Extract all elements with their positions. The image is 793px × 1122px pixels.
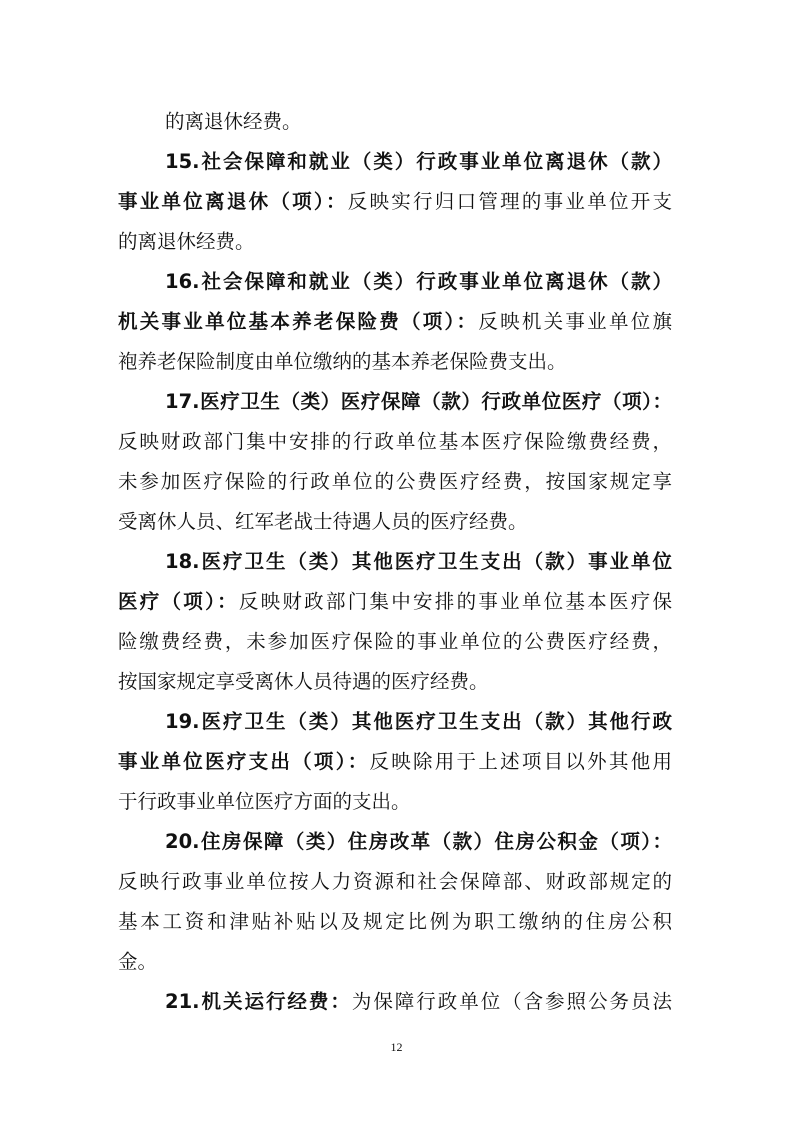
section-heading-17 [118, 382, 672, 422]
bold-run: 18.医疗卫生（类）其他医疗卫生支出（款）事业单位 [165, 550, 672, 573]
text-run: 金。 [118, 950, 158, 973]
section-heading-18 [118, 542, 672, 582]
bold-run: 机关事业单位基本养老保险费（项）： [118, 310, 479, 333]
text-run: 受离休人员、红军老战士待遇人员的医疗经费。 [118, 510, 528, 533]
text-run: 反映财政部门集中安排的事业单位基本医疗保 [238, 590, 672, 613]
text-line [118, 422, 672, 462]
bold-run: 19.医疗卫生（类）其他医疗卫生支出（款）其他行政 [165, 710, 672, 733]
text-line [118, 222, 672, 262]
text-run: 反映行政事业单位按人力资源和社会保障部、财政部规定的 [118, 870, 672, 893]
text-line [118, 902, 672, 942]
text-run: 反映财政部门集中安排的行政单位基本医疗保险缴费经费， [118, 430, 672, 453]
text-run: 反映机关事业单位旗 [478, 310, 672, 333]
bold-run: 15.社会保障和就业（类）行政事业单位离退休（款） [165, 150, 672, 173]
text-line [118, 502, 672, 542]
section-heading-20 [118, 822, 672, 862]
section-heading-19 [118, 702, 672, 742]
text-run: 反映实行归口管理的事业单位开支 [347, 190, 672, 213]
section-heading-15 [118, 142, 672, 182]
document-body [118, 102, 672, 1022]
text-line [118, 782, 672, 822]
bold-run: 事业单位离退休（项）： [118, 190, 348, 213]
bold-run: 事业单位医疗支出（项）： [118, 750, 370, 773]
text-run: 基本工资和津贴补贴以及规定比例为职工缴纳的住房公积 [118, 910, 672, 933]
text-run: 袍养老保险制度由单位缴纳的基本养老保险费支出。 [118, 350, 567, 373]
text-line [118, 102, 672, 142]
text-line [118, 342, 672, 382]
text-line [118, 662, 672, 702]
text-line [118, 182, 672, 222]
text-line [118, 582, 672, 622]
bold-run: 医疗（项）： [118, 590, 239, 613]
section-heading-21 [118, 982, 672, 1022]
bold-run: 20.住房保障（类）住房改革（款）住房公积金（项）： [165, 830, 672, 853]
text-line [118, 942, 672, 982]
text-run: 于行政事业单位医疗方面的支出。 [118, 790, 411, 813]
text-run: 为保障行政单位（含参照公务员法 [351, 990, 672, 1013]
text-run: 反映除用于上述项目以外其他用 [369, 750, 672, 773]
bold-run: 21.机关运行经费： [165, 990, 352, 1013]
bold-run: 17.医疗卫生（类）医疗保障（款）行政单位医疗（项）： [165, 390, 672, 413]
text-run: 的离退休经费。 [165, 110, 302, 133]
text-run: 的离退休经费。 [118, 230, 255, 253]
text-line [118, 742, 672, 782]
bold-run: 16.社会保障和就业（类）行政事业单位离退休（款） [165, 270, 672, 293]
section-heading-16 [118, 262, 672, 302]
text-line [118, 462, 672, 502]
text-line [118, 622, 672, 662]
text-run: 按国家规定享受离休人员待遇的医疗经费。 [118, 670, 489, 693]
text-line [118, 862, 672, 902]
text-run: 未参加医疗保险的行政单位的公费医疗经费，按国家规定享 [118, 470, 672, 493]
page-number: 12 [390, 1040, 403, 1054]
text-line [118, 302, 672, 342]
text-run: 险缴费经费，未参加医疗保险的事业单位的公费医疗经费， [118, 630, 672, 653]
